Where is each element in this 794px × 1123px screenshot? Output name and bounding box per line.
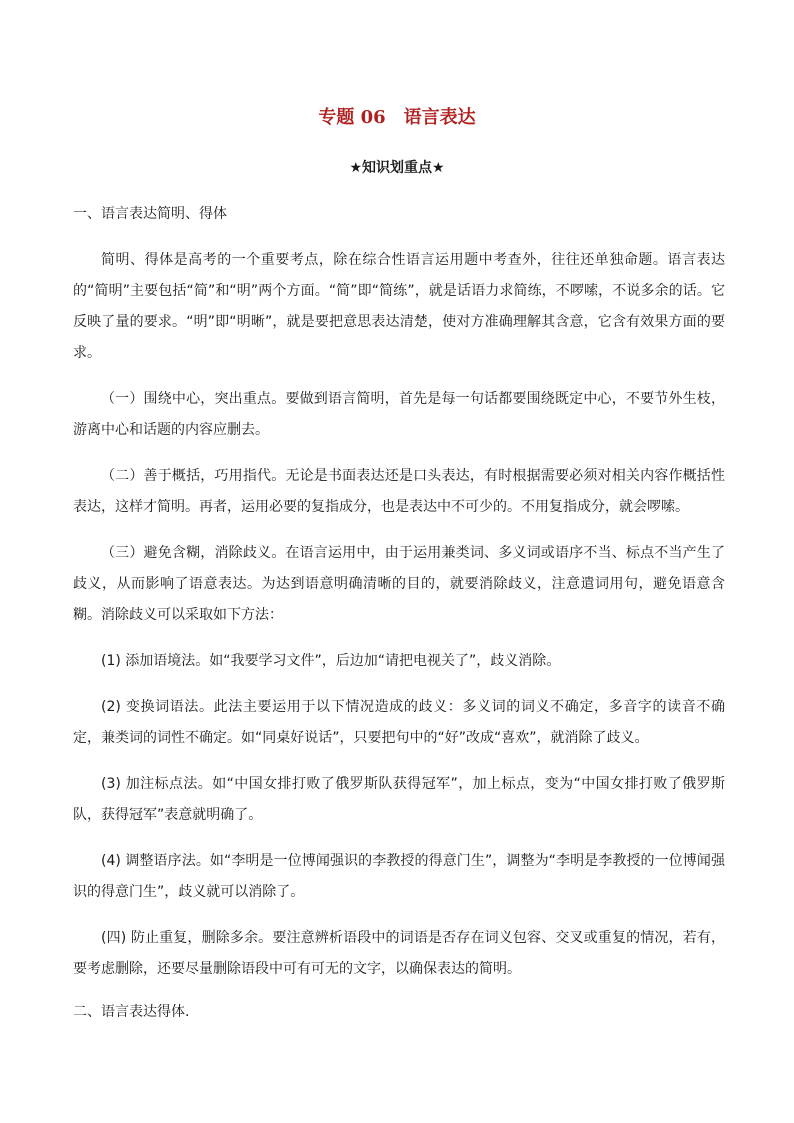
paragraph: (2) 变换词语法。此法主要运用于以下情况造成的歧义：多义词的词义不确定，多音字的读音不确定，兼类词的词性不确定。如“同桌好说话”，只要把句中的“好”改成“喜欢”，就消除了歧义。 xyxy=(73,699,725,746)
section-heading: 一、语言表达简明、得体 xyxy=(73,206,227,222)
page-subtitle: ★知识划重点★ xyxy=(349,160,445,176)
paragraph: (四) 防止重复，删除多余。要注意辨析语段中的词语是否存在词义包容、交叉或重复的情况，若有，要考虑删除，还要尽量删除语段中可有可无的文字，以确保表达的简明。 xyxy=(73,930,725,977)
paragraph: 简明、得体是高考的一个重要考点，除在综合性语言运用题中考查外，往往还单独命题。语言表达的“简明”主要包括“简”和“明”两个方面。“简”即“简练”，就是话语力求简练，不啰嗦，不说多余的话。它反映了量的要求。“明”即“明晰”，就是要把意思表达清楚，使对方准确理解其含意，它含有效果方面的要求。 xyxy=(73,252,725,361)
paragraph: (4) 调整语序法。如“李明是一位博闻强识的李教授的得意门生”，调整为“李明是李教授的一位博闻强识的得意门生”，歧义就可以消除了。 xyxy=(73,853,725,900)
paragraph: （一）围绕中心，突出重点。要做到语言简明，首先是每一句话都要围绕既定中心，不要节外生枝，游离中心和话题的内容应删去。 xyxy=(73,391,725,438)
paragraph: (3) 加注标点法。如“中国女排打败了俄罗斯队获得冠军”，加上标点，变为“中国女排打败了俄罗斯队，获得冠军”表意就明确了。 xyxy=(73,776,725,823)
paragraph: （二）善于概括，巧用指代。无论是书面表达还是口头表达，有时根据需要必须对相关内容作概括性表达，这样才简明。再者，运用必要的复指成分，也是表达中不可少的。不用复指成分，就会啰嗦。 xyxy=(73,468,725,515)
paragraph: （三）避免含糊，消除歧义。在语言运用中，由于运用兼类词、多义词或语序不当、标点不当产生了歧义，从而影响了语意表达。为达到语意明确清晰的目的，就要消除歧义，注意遣词用句，避免语意含糊。消除歧义可以采取如下方法： xyxy=(73,545,725,623)
section-heading: 二、语言表达得体. xyxy=(73,1004,190,1020)
page-title: 专题 06 语言表达 xyxy=(318,107,476,128)
paragraph: (1) 添加语境法。如“我要学习文件”，后边加“请把电视关了”，歧义消除。 xyxy=(101,653,561,669)
